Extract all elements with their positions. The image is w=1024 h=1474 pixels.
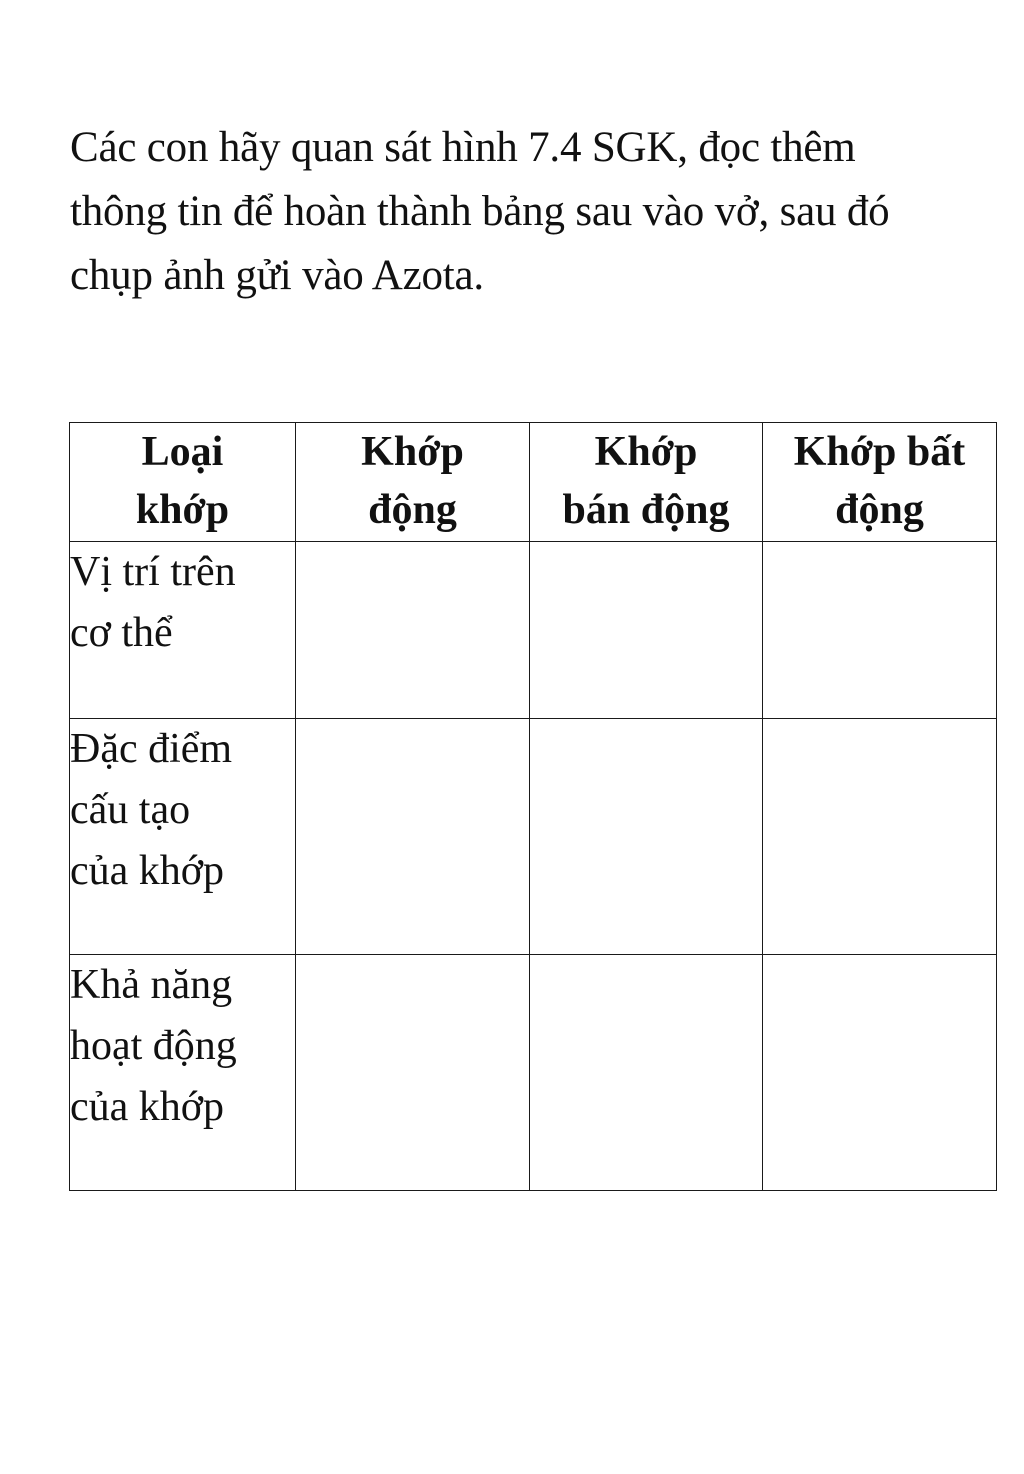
answer-cell <box>763 542 997 719</box>
answer-cell <box>763 719 997 955</box>
header-movable-joint: Khớp động <box>296 423 530 542</box>
instruction-text <box>70 116 1000 308</box>
answer-cell <box>763 955 997 1191</box>
row-label-structure: Đặc điểm cấu tạo của khớp <box>70 719 296 955</box>
answer-cell <box>296 719 530 955</box>
answer-cell <box>296 955 530 1191</box>
table-row <box>70 542 997 719</box>
answer-cell <box>530 542 763 719</box>
table-header-row <box>70 423 997 542</box>
header-semi-movable-joint: Khớp bán động <box>530 423 763 542</box>
table-row <box>70 955 997 1191</box>
answer-cell <box>296 542 530 719</box>
instruction-line: thông tin để hoàn thành bảng sau vào vở, sau đó <box>70 188 890 235</box>
joint-types-table <box>69 422 997 1191</box>
answer-cell <box>530 955 763 1191</box>
row-label-mobility: Khả năng hoạt động của khớp <box>70 955 296 1191</box>
answer-cell <box>530 719 763 955</box>
table-row <box>70 719 997 955</box>
instruction-line: Các con hãy quan sát hình 7.4 SGK, đọc thêm <box>70 124 856 171</box>
row-label-location: Vị trí trên cơ thể <box>70 542 296 719</box>
header-immovable-joint: Khớp bất động <box>763 423 997 542</box>
instruction-line: chụp ảnh gửi vào Azota. <box>70 252 484 299</box>
header-joint-type: Loại khớp <box>70 423 296 542</box>
